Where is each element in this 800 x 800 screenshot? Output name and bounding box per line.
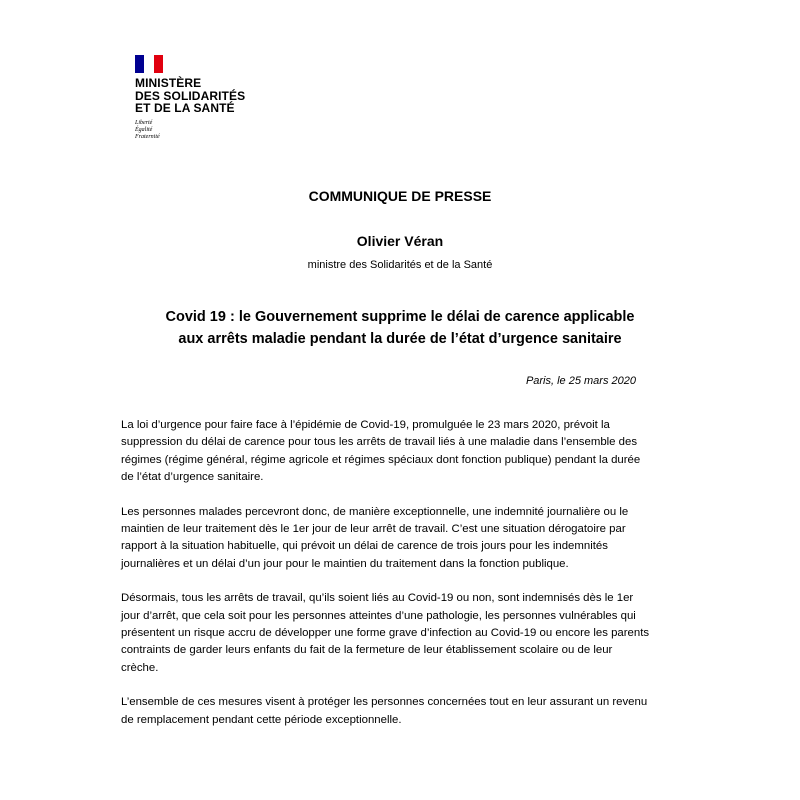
headline-line: aux arrêts maladie pendant la durée de l’état d’urgence sanitaire — [178, 331, 622, 347]
ministry-logo — [135, 55, 275, 141]
ministry-name-line: ET DE LA SANTÉ — [135, 101, 235, 115]
republic-motto — [135, 120, 275, 141]
motto-line: Liberté — [135, 119, 153, 126]
author-role: ministre des Solidarités et de la Santé — [307, 259, 493, 271]
author-name: Olivier Véran — [356, 233, 444, 249]
motto-line: Fraternité — [135, 133, 160, 140]
ministry-name-line: DES SOLIDARITÉS — [135, 88, 246, 103]
flag-blue-band — [135, 55, 144, 73]
headline-line: Covid 19 : le Gouvernement supprime le délai de carence applicable — [165, 309, 635, 325]
body-paragraph: Désormais, tous les arrêts de travail, qu’ils soient liés au Covid-19 ou non, sont indemnisés dès le 1er jour d’arrêt, que cela soit pour les personnes atteintes d’une pathologie, les personnes vulnérables qui présentent un risque accru de développer une forme grave d’infection au Covid-19 ou encore les parents contraints de garder leurs enfants du fait de la fermeture de leur établissement scolaire ou de leur crèche. — [121, 592, 650, 674]
motto-line: Égalité — [135, 126, 153, 133]
french-flag-icon — [135, 55, 163, 73]
body-paragraph: La loi d’urgence pour faire face à l’épidémie de Covid-19, promulguée le 23 mars 2020, prévoit la suppression du délai de carence pour tous les arrêts de travail liés à une maladie dans l’ensemble des régimes (régime général, régime agricole et régimes spéciaux dont fonction publique) pendant la durée de l’état d’urgence sanitaire. — [121, 419, 641, 484]
flag-white-band — [144, 55, 153, 73]
body-text — [121, 417, 651, 746]
dateline: Paris, le 25 mars 2020 — [525, 375, 636, 387]
body-paragraph: L’ensemble de ces mesures visent à protéger les personnes concernées tout en leur assurant un revenu de remplacement pendant cette période exceptionnelle. — [121, 696, 648, 726]
body-paragraph: Les personnes malades percevront donc, de manière exceptionnelle, une indemnité journalière ou le maintien de leur traitement dès le 1er jour de leur arrêt de travail. C’est une situation dérogatoire par rapport à la situation habituelle, qui prévoit un délai de carence de trois jours pour les indemnités journalières et un délai d’un jour pour le maintien du traitement dans la fonction publique. — [121, 505, 629, 570]
document-type: COMMUNIQUE DE PRESSE — [308, 188, 492, 204]
press-release-headline — [0, 306, 800, 350]
ministry-name — [135, 77, 275, 115]
ministry-name-line: MINISTÈRE — [135, 76, 202, 90]
flag-red-band — [154, 55, 163, 73]
